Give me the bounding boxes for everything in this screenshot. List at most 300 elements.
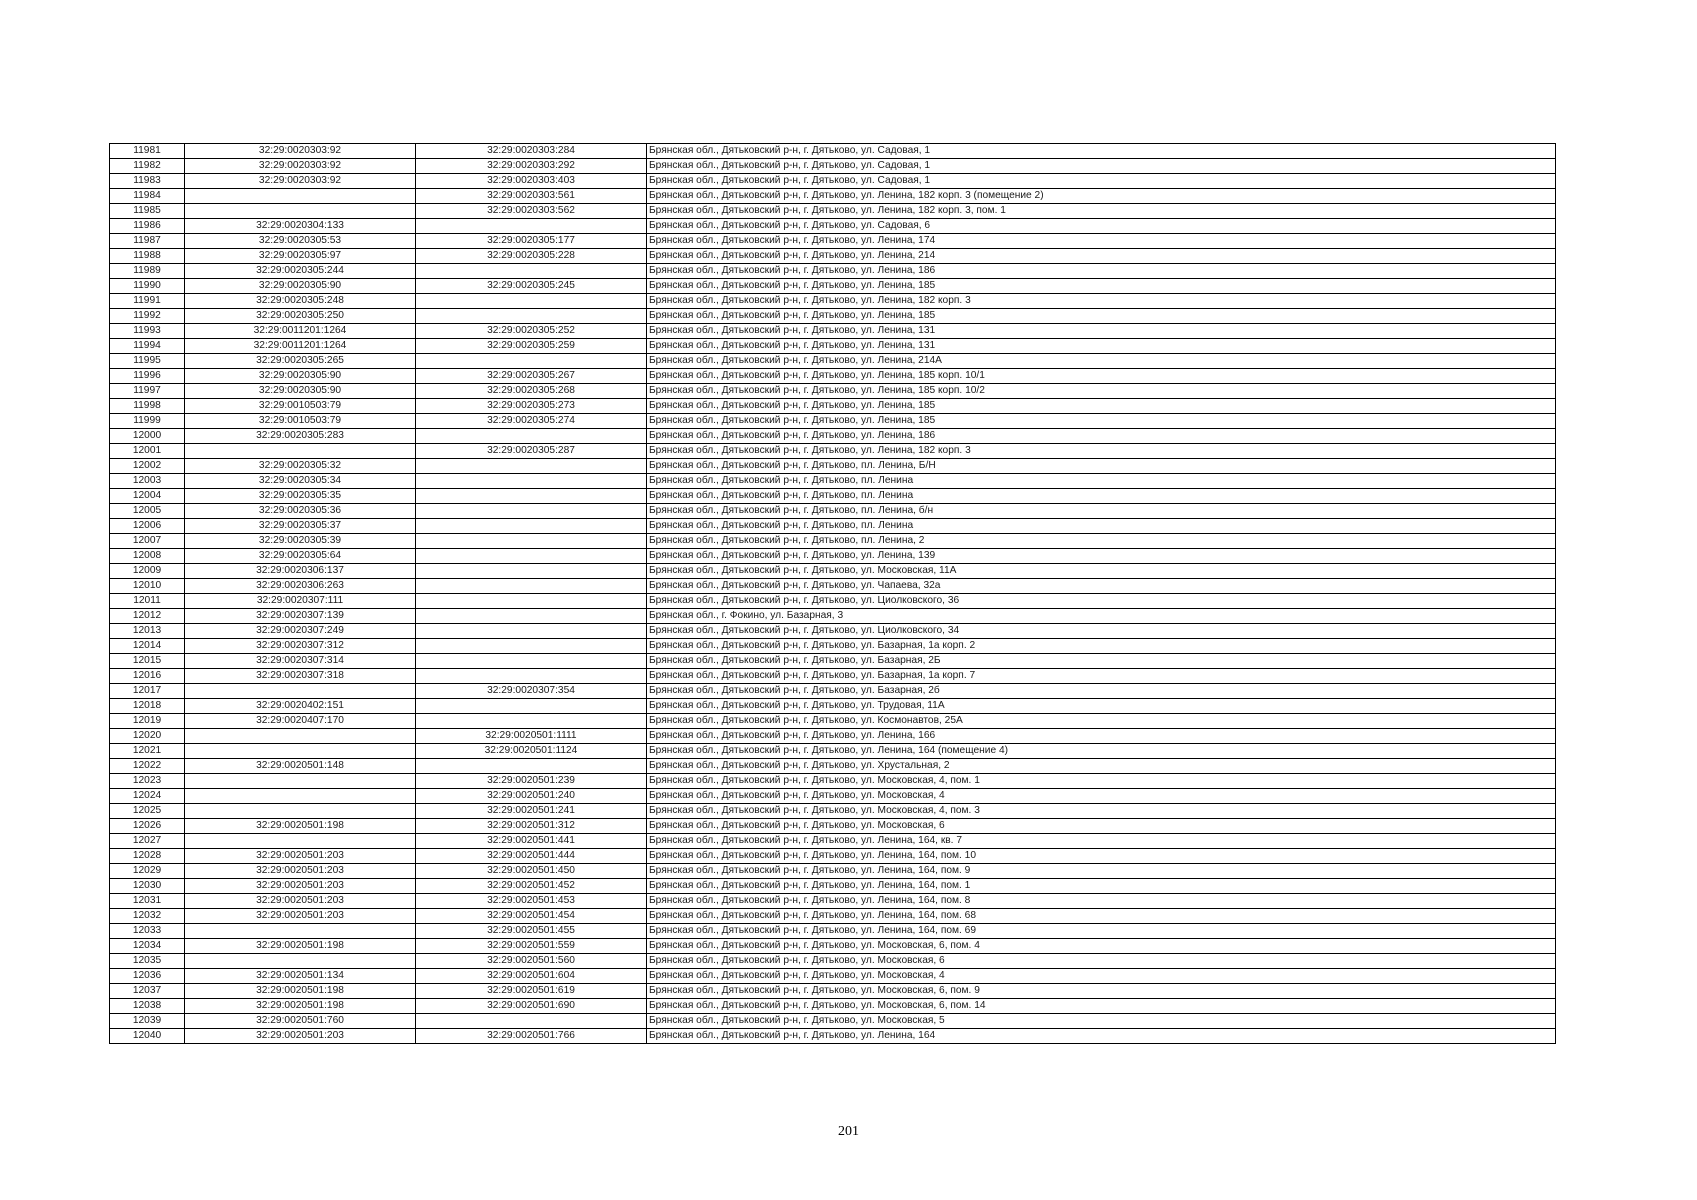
land-cadastral-number-cell: 32:29:0011201:1264	[185, 339, 416, 354]
land-cadastral-number-cell: 32:29:0020501:134	[185, 969, 416, 984]
object-cadastral-number-cell: 32:29:0020501:239	[416, 774, 647, 789]
row-number-cell: 11989	[110, 264, 185, 279]
row-number-cell: 11984	[110, 189, 185, 204]
land-cadastral-number-cell: 32:29:0020402:151	[185, 699, 416, 714]
row-number-cell: 11985	[110, 204, 185, 219]
table-row	[110, 939, 1556, 954]
page-number: 201	[838, 1124, 859, 1139]
object-cadastral-number-cell: 32:29:0020305:273	[416, 399, 647, 414]
table-row	[110, 879, 1556, 894]
table-row	[110, 1029, 1556, 1044]
row-number-cell: 12031	[110, 894, 185, 909]
address-cell: Брянская обл., Дятьковский р-н, г. Дятьково, ул. Циолковского, 34	[647, 624, 1556, 639]
table-row	[110, 309, 1556, 324]
object-cadastral-number-cell: 32:29:0020501:690	[416, 999, 647, 1014]
address-cell: Брянская обл., г. Фокино, ул. Базарная, 3	[647, 609, 1556, 624]
land-cadastral-number-cell: 32:29:0020307:139	[185, 609, 416, 624]
address-cell: Брянская обл., Дятьковский р-н, г. Дятьково, ул. Трудовая, 11А	[647, 699, 1556, 714]
address-cell: Брянская обл., Дятьковский р-н, г. Дятьково, ул. Ленина, 186	[647, 264, 1556, 279]
land-cadastral-number-cell: 32:29:0020305:34	[185, 474, 416, 489]
table-row	[110, 564, 1556, 579]
land-cadastral-number-cell	[185, 189, 416, 204]
land-cadastral-number-cell: 32:29:0020501:203	[185, 864, 416, 879]
object-cadastral-number-cell	[416, 549, 647, 564]
land-cadastral-number-cell: 32:29:0020501:203	[185, 909, 416, 924]
row-number-cell: 11996	[110, 369, 185, 384]
address-cell: Брянская обл., Дятьковский р-н, г. Дятьково, ул. Московская, 4, пом. 1	[647, 774, 1556, 789]
object-cadastral-number-cell: 32:29:0020501:452	[416, 879, 647, 894]
land-cadastral-number-cell: 32:29:0020501:203	[185, 1029, 416, 1044]
object-cadastral-number-cell: 32:29:0020303:562	[416, 204, 647, 219]
address-cell: Брянская обл., Дятьковский р-н, г. Дятьково, ул. Ленина, 164, кв. 7	[647, 834, 1556, 849]
row-number-cell: 12013	[110, 624, 185, 639]
row-number-cell: 12018	[110, 699, 185, 714]
table-row	[110, 399, 1556, 414]
address-cell: Брянская обл., Дятьковский р-н, г. Дятьково, ул. Базарная, 2б	[647, 684, 1556, 699]
table-row	[110, 429, 1556, 444]
table-row	[110, 759, 1556, 774]
address-cell: Брянская обл., Дятьковский р-н, г. Дятьково, ул. Базарная, 1а корп. 2	[647, 639, 1556, 654]
table-row	[110, 774, 1556, 789]
row-number-cell: 12012	[110, 609, 185, 624]
object-cadastral-number-cell	[416, 264, 647, 279]
object-cadastral-number-cell: 32:29:0020501:450	[416, 864, 647, 879]
row-number-cell: 12005	[110, 504, 185, 519]
address-cell: Брянская обл., Дятьковский р-н, г. Дятьково, ул. Ленина, 182 корп. 3	[647, 294, 1556, 309]
object-cadastral-number-cell: 32:29:0020501:560	[416, 954, 647, 969]
land-cadastral-number-cell: 32:29:0020303:92	[185, 174, 416, 189]
object-cadastral-number-cell	[416, 759, 647, 774]
land-cadastral-number-cell: 32:29:0020305:90	[185, 279, 416, 294]
table-row	[110, 969, 1556, 984]
table-row	[110, 849, 1556, 864]
row-number-cell: 12039	[110, 1014, 185, 1029]
address-cell: Брянская обл., Дятьковский р-н, г. Дятьково, ул. Московская, 6, пом. 14	[647, 999, 1556, 1014]
address-cell: Брянская обл., Дятьковский р-н, г. Дятьково, ул. Московская, 4, пом. 3	[647, 804, 1556, 819]
land-cadastral-number-cell	[185, 804, 416, 819]
land-cadastral-number-cell	[185, 729, 416, 744]
table-row	[110, 609, 1556, 624]
row-number-cell: 11999	[110, 414, 185, 429]
object-cadastral-number-cell: 32:29:0020501:559	[416, 939, 647, 954]
row-number-cell: 12004	[110, 489, 185, 504]
row-number-cell: 12025	[110, 804, 185, 819]
land-cadastral-number-cell: 32:29:0020304:133	[185, 219, 416, 234]
object-cadastral-number-cell	[416, 1014, 647, 1029]
row-number-cell: 12024	[110, 789, 185, 804]
row-number-cell: 11994	[110, 339, 185, 354]
address-cell: Брянская обл., Дятьковский р-н, г. Дятьково, ул. Ленина, 164, пом. 10	[647, 849, 1556, 864]
table-row	[110, 264, 1556, 279]
land-cadastral-number-cell: 32:29:0020306:137	[185, 564, 416, 579]
land-cadastral-number-cell: 32:29:0020305:39	[185, 534, 416, 549]
row-number-cell: 12014	[110, 639, 185, 654]
row-number-cell: 11993	[110, 324, 185, 339]
land-cadastral-number-cell	[185, 789, 416, 804]
object-cadastral-number-cell: 32:29:0020305:267	[416, 369, 647, 384]
address-cell: Брянская обл., Дятьковский р-н, г. Дятьково, ул. Ленина, 182 корп. 3, пом. 1	[647, 204, 1556, 219]
row-number-cell: 11997	[110, 384, 185, 399]
address-cell: Брянская обл., Дятьковский р-н, г. Дятьково, ул. Базарная, 1а корп. 7	[647, 669, 1556, 684]
row-number-cell: 12017	[110, 684, 185, 699]
land-cadastral-number-cell: 32:29:0020305:53	[185, 234, 416, 249]
table-row	[110, 144, 1556, 159]
row-number-cell: 12021	[110, 744, 185, 759]
table-row	[110, 579, 1556, 594]
land-cadastral-number-cell: 32:29:0020307:111	[185, 594, 416, 609]
row-number-cell: 12002	[110, 459, 185, 474]
address-cell: Брянская обл., Дятьковский р-н, г. Дятьково, пл. Ленина, 2	[647, 534, 1556, 549]
address-cell: Брянская обл., Дятьковский р-н, г. Дятьково, ул. Садовая, 1	[647, 174, 1556, 189]
object-cadastral-number-cell: 32:29:0020305:177	[416, 234, 647, 249]
row-number-cell: 12022	[110, 759, 185, 774]
land-cadastral-number-cell	[185, 774, 416, 789]
object-cadastral-number-cell	[416, 504, 647, 519]
table-row	[110, 384, 1556, 399]
object-cadastral-number-cell	[416, 459, 647, 474]
object-cadastral-number-cell	[416, 594, 647, 609]
table-row	[110, 219, 1556, 234]
address-cell: Брянская обл., Дятьковский р-н, г. Дятьково, ул. Ленина, 164, пом. 69	[647, 924, 1556, 939]
object-cadastral-number-cell: 32:29:0020501:454	[416, 909, 647, 924]
table-row	[110, 459, 1556, 474]
object-cadastral-number-cell: 32:29:0020305:268	[416, 384, 647, 399]
address-cell: Брянская обл., Дятьковский р-н, г. Дятьково, ул. Ленина, 182 корп. 3 (помещение 2)	[647, 189, 1556, 204]
object-cadastral-number-cell	[416, 309, 647, 324]
address-cell: Брянская обл., Дятьковский р-н, г. Дятьково, ул. Московская, 6, пом. 4	[647, 939, 1556, 954]
row-number-cell: 12009	[110, 564, 185, 579]
table-row	[110, 999, 1556, 1014]
object-cadastral-number-cell: 32:29:0020501:240	[416, 789, 647, 804]
table-row	[110, 489, 1556, 504]
table-row	[110, 414, 1556, 429]
address-cell: Брянская обл., Дятьковский р-н, г. Дятьково, ул. Ленина, 164, пом. 1	[647, 879, 1556, 894]
land-cadastral-number-cell: 32:29:0020307:312	[185, 639, 416, 654]
address-cell: Брянская обл., Дятьковский р-н, г. Дятьково, пл. Ленина	[647, 474, 1556, 489]
address-cell: Брянская обл., Дятьковский р-н, г. Дятьково, ул. Московская, 6	[647, 954, 1556, 969]
land-cadastral-number-cell	[185, 204, 416, 219]
row-number-cell: 12034	[110, 939, 185, 954]
object-cadastral-number-cell	[416, 564, 647, 579]
object-cadastral-number-cell: 32:29:0020501:444	[416, 849, 647, 864]
table-row	[110, 444, 1556, 459]
address-cell: Брянская обл., Дятьковский р-н, г. Дятьково, пл. Ленина, б/н	[647, 504, 1556, 519]
land-cadastral-number-cell: 32:29:0020305:90	[185, 384, 416, 399]
object-cadastral-number-cell: 32:29:0020501:455	[416, 924, 647, 939]
row-number-cell: 12030	[110, 879, 185, 894]
address-cell: Брянская обл., Дятьковский р-н, г. Дятьково, ул. Ленина, 214	[647, 249, 1556, 264]
row-number-cell: 11982	[110, 159, 185, 174]
object-cadastral-number-cell	[416, 654, 647, 669]
address-cell: Брянская обл., Дятьковский р-н, г. Дятьково, ул. Ленина, 131	[647, 324, 1556, 339]
table-row	[110, 279, 1556, 294]
table-row	[110, 699, 1556, 714]
row-number-cell: 11986	[110, 219, 185, 234]
table-row	[110, 549, 1556, 564]
address-cell: Брянская обл., Дятьковский р-н, г. Дятьково, ул. Ленина, 182 корп. 3	[647, 444, 1556, 459]
object-cadastral-number-cell: 32:29:0020501:1111	[416, 729, 647, 744]
table-row	[110, 159, 1556, 174]
address-cell: Брянская обл., Дятьковский р-н, г. Дятьково, ул. Чапаева, 32а	[647, 579, 1556, 594]
address-cell: Брянская обл., Дятьковский р-н, г. Дятьково, ул. Московская, 5	[647, 1014, 1556, 1029]
table-row	[110, 534, 1556, 549]
land-cadastral-number-cell	[185, 924, 416, 939]
land-cadastral-number-cell: 32:29:0020306:263	[185, 579, 416, 594]
row-number-cell: 11983	[110, 174, 185, 189]
table-row	[110, 684, 1556, 699]
address-cell: Брянская обл., Дятьковский р-н, г. Дятьково, ул. Ленина, 164, пом. 68	[647, 909, 1556, 924]
land-cadastral-number-cell: 32:29:0020305:35	[185, 489, 416, 504]
object-cadastral-number-cell	[416, 474, 647, 489]
table-row	[110, 1014, 1556, 1029]
land-cadastral-number-cell: 32:29:0020305:32	[185, 459, 416, 474]
address-cell: Брянская обл., Дятьковский р-н, г. Дятьково, ул. Садовая, 1	[647, 144, 1556, 159]
address-cell: Брянская обл., Дятьковский р-н, г. Дятьково, ул. Московская, 4	[647, 969, 1556, 984]
table-row	[110, 369, 1556, 384]
row-number-cell: 12027	[110, 834, 185, 849]
address-cell: Брянская обл., Дятьковский р-н, г. Дятьково, ул. Ленина, 166	[647, 729, 1556, 744]
address-cell: Брянская обл., Дятьковский р-н, г. Дятьково, ул. Космонавтов, 25А	[647, 714, 1556, 729]
address-cell: Брянская обл., Дятьковский р-н, г. Дятьково, ул. Ленина, 214А	[647, 354, 1556, 369]
row-number-cell: 12033	[110, 924, 185, 939]
object-cadastral-number-cell: 32:29:0020501:766	[416, 1029, 647, 1044]
address-cell: Брянская обл., Дятьковский р-н, г. Дятьково, пл. Ленина	[647, 519, 1556, 534]
land-cadastral-number-cell: 32:29:0020305:250	[185, 309, 416, 324]
land-cadastral-number-cell: 32:29:0020501:198	[185, 999, 416, 1014]
object-cadastral-number-cell	[416, 609, 647, 624]
row-number-cell: 12019	[110, 714, 185, 729]
address-cell: Брянская обл., Дятьковский р-н, г. Дятьково, ул. Ленина, 185 корп. 10/2	[647, 384, 1556, 399]
land-cadastral-number-cell: 32:29:0020407:170	[185, 714, 416, 729]
row-number-cell: 12016	[110, 669, 185, 684]
row-number-cell: 12011	[110, 594, 185, 609]
object-cadastral-number-cell	[416, 624, 647, 639]
registry-table	[109, 143, 1556, 1044]
object-cadastral-number-cell	[416, 354, 647, 369]
object-cadastral-number-cell: 32:29:0020501:1124	[416, 744, 647, 759]
row-number-cell: 11995	[110, 354, 185, 369]
object-cadastral-number-cell: 32:29:0020501:453	[416, 894, 647, 909]
row-number-cell: 11998	[110, 399, 185, 414]
land-cadastral-number-cell: 32:29:0020501:203	[185, 894, 416, 909]
row-number-cell: 11991	[110, 294, 185, 309]
row-number-cell: 12000	[110, 429, 185, 444]
land-cadastral-number-cell: 32:29:0020501:760	[185, 1014, 416, 1029]
row-number-cell: 11992	[110, 309, 185, 324]
object-cadastral-number-cell: 32:29:0020305:252	[416, 324, 647, 339]
table-row	[110, 744, 1556, 759]
table-row	[110, 894, 1556, 909]
land-cadastral-number-cell	[185, 444, 416, 459]
object-cadastral-number-cell	[416, 294, 647, 309]
land-cadastral-number-cell: 32:29:0010503:79	[185, 414, 416, 429]
land-cadastral-number-cell: 32:29:0020303:92	[185, 159, 416, 174]
address-cell: Брянская обл., Дятьковский р-н, г. Дятьково, ул. Ленина, 174	[647, 234, 1556, 249]
object-cadastral-number-cell	[416, 534, 647, 549]
row-number-cell: 11988	[110, 249, 185, 264]
row-number-cell: 12023	[110, 774, 185, 789]
address-cell: Брянская обл., Дятьковский р-н, г. Дятьково, ул. Ленина, 164 (помещение 4)	[647, 744, 1556, 759]
land-cadastral-number-cell: 32:29:0020305:36	[185, 504, 416, 519]
land-cadastral-number-cell: 32:29:0020305:64	[185, 549, 416, 564]
object-cadastral-number-cell	[416, 699, 647, 714]
table-row	[110, 474, 1556, 489]
table-row	[110, 804, 1556, 819]
table-row	[110, 714, 1556, 729]
table-row	[110, 819, 1556, 834]
table-row	[110, 204, 1556, 219]
object-cadastral-number-cell	[416, 219, 647, 234]
land-cadastral-number-cell: 32:29:0020307:249	[185, 624, 416, 639]
land-cadastral-number-cell: 32:29:0020501:198	[185, 984, 416, 999]
land-cadastral-number-cell: 32:29:0020501:203	[185, 879, 416, 894]
table-row	[110, 594, 1556, 609]
land-cadastral-number-cell	[185, 684, 416, 699]
land-cadastral-number-cell	[185, 954, 416, 969]
table-row	[110, 864, 1556, 879]
land-cadastral-number-cell: 32:29:0020305:283	[185, 429, 416, 444]
table-row	[110, 834, 1556, 849]
table-row	[110, 354, 1556, 369]
table-row	[110, 669, 1556, 684]
address-cell: Брянская обл., Дятьковский р-н, г. Дятьково, ул. Московская, 11А	[647, 564, 1556, 579]
row-number-cell: 12003	[110, 474, 185, 489]
row-number-cell: 12028	[110, 849, 185, 864]
address-cell: Брянская обл., Дятьковский р-н, г. Дятьково, ул. Ленина, 185	[647, 399, 1556, 414]
address-cell: Брянская обл., Дятьковский р-н, г. Дятьково, ул. Ленина, 186	[647, 429, 1556, 444]
table-row	[110, 189, 1556, 204]
table-row	[110, 294, 1556, 309]
row-number-cell: 12038	[110, 999, 185, 1014]
row-number-cell: 12037	[110, 984, 185, 999]
address-cell: Брянская обл., Дятьковский р-н, г. Дятьково, ул. Базарная, 2Б	[647, 654, 1556, 669]
object-cadastral-number-cell	[416, 519, 647, 534]
table-row	[110, 234, 1556, 249]
address-cell: Брянская обл., Дятьковский р-н, г. Дятьково, ул. Хрустальная, 2	[647, 759, 1556, 774]
object-cadastral-number-cell: 32:29:0020305:259	[416, 339, 647, 354]
land-cadastral-number-cell: 32:29:0020303:92	[185, 144, 416, 159]
row-number-cell: 12036	[110, 969, 185, 984]
object-cadastral-number-cell: 32:29:0020307:354	[416, 684, 647, 699]
object-cadastral-number-cell: 32:29:0020305:287	[416, 444, 647, 459]
row-number-cell: 11990	[110, 279, 185, 294]
object-cadastral-number-cell	[416, 579, 647, 594]
address-cell: Брянская обл., Дятьковский р-н, г. Дятьково, пл. Ленина	[647, 489, 1556, 504]
row-number-cell: 12029	[110, 864, 185, 879]
table-row	[110, 639, 1556, 654]
table-row	[110, 504, 1556, 519]
land-cadastral-number-cell: 32:29:0020305:97	[185, 249, 416, 264]
land-cadastral-number-cell: 32:29:0020305:248	[185, 294, 416, 309]
address-cell: Брянская обл., Дятьковский р-н, г. Дятьково, ул. Садовая, 1	[647, 159, 1556, 174]
object-cadastral-number-cell: 32:29:0020305:228	[416, 249, 647, 264]
object-cadastral-number-cell	[416, 714, 647, 729]
object-cadastral-number-cell: 32:29:0020303:292	[416, 159, 647, 174]
row-number-cell: 12006	[110, 519, 185, 534]
address-cell: Брянская обл., Дятьковский р-н, г. Дятьково, ул. Ленина, 164, пом. 8	[647, 894, 1556, 909]
row-number-cell: 12020	[110, 729, 185, 744]
object-cadastral-number-cell: 32:29:0020303:561	[416, 189, 647, 204]
object-cadastral-number-cell: 32:29:0020501:441	[416, 834, 647, 849]
object-cadastral-number-cell: 32:29:0020303:284	[416, 144, 647, 159]
object-cadastral-number-cell: 32:29:0020305:274	[416, 414, 647, 429]
object-cadastral-number-cell: 32:29:0020501:619	[416, 984, 647, 999]
table-row	[110, 624, 1556, 639]
address-cell: Брянская обл., Дятьковский р-н, г. Дятьково, ул. Московская, 6, пом. 9	[647, 984, 1556, 999]
land-cadastral-number-cell: 32:29:0020307:314	[185, 654, 416, 669]
land-cadastral-number-cell: 32:29:0011201:1264	[185, 324, 416, 339]
address-cell: Брянская обл., Дятьковский р-н, г. Дятьково, ул. Московская, 6	[647, 819, 1556, 834]
address-cell: Брянская обл., Дятьковский р-н, г. Дятьково, пл. Ленина, Б/Н	[647, 459, 1556, 474]
object-cadastral-number-cell	[416, 639, 647, 654]
table-row	[110, 984, 1556, 999]
row-number-cell: 12007	[110, 534, 185, 549]
land-cadastral-number-cell: 32:29:0020501:148	[185, 759, 416, 774]
land-cadastral-number-cell: 32:29:0020501:203	[185, 849, 416, 864]
row-number-cell: 12035	[110, 954, 185, 969]
table-row	[110, 654, 1556, 669]
row-number-cell: 11981	[110, 144, 185, 159]
land-cadastral-number-cell: 32:29:0020305:265	[185, 354, 416, 369]
object-cadastral-number-cell: 32:29:0020303:403	[416, 174, 647, 189]
address-cell: Брянская обл., Дятьковский р-н, г. Дятьково, ул. Циолковского, 36	[647, 594, 1556, 609]
table-row	[110, 174, 1556, 189]
address-cell: Брянская обл., Дятьковский р-н, г. Дятьково, ул. Ленина, 131	[647, 339, 1556, 354]
land-cadastral-number-cell: 32:29:0020501:198	[185, 819, 416, 834]
address-cell: Брянская обл., Дятьковский р-н, г. Дятьково, ул. Ленина, 185	[647, 309, 1556, 324]
land-cadastral-number-cell: 32:29:0020305:244	[185, 264, 416, 279]
row-number-cell: 12001	[110, 444, 185, 459]
object-cadastral-number-cell: 32:29:0020501:604	[416, 969, 647, 984]
land-cadastral-number-cell: 32:29:0020305:37	[185, 519, 416, 534]
address-cell: Брянская обл., Дятьковский р-н, г. Дятьково, ул. Ленина, 185	[647, 414, 1556, 429]
row-number-cell: 12010	[110, 579, 185, 594]
table-row	[110, 519, 1556, 534]
table-row	[110, 324, 1556, 339]
land-cadastral-number-cell	[185, 744, 416, 759]
table-row	[110, 924, 1556, 939]
table-row	[110, 729, 1556, 744]
object-cadastral-number-cell	[416, 489, 647, 504]
address-cell: Брянская обл., Дятьковский р-н, г. Дятьково, ул. Ленина, 185 корп. 10/1	[647, 369, 1556, 384]
row-number-cell: 12008	[110, 549, 185, 564]
land-cadastral-number-cell: 32:29:0020305:90	[185, 369, 416, 384]
address-cell: Брянская обл., Дятьковский р-н, г. Дятьково, ул. Ленина, 164	[647, 1029, 1556, 1044]
row-number-cell: 12032	[110, 909, 185, 924]
object-cadastral-number-cell: 32:29:0020501:241	[416, 804, 647, 819]
land-cadastral-number-cell: 32:29:0020307:318	[185, 669, 416, 684]
object-cadastral-number-cell: 32:29:0020305:245	[416, 279, 647, 294]
registry-table-body	[110, 144, 1556, 1044]
address-cell: Брянская обл., Дятьковский р-н, г. Дятьково, ул. Московская, 4	[647, 789, 1556, 804]
table-row	[110, 789, 1556, 804]
object-cadastral-number-cell: 32:29:0020501:312	[416, 819, 647, 834]
row-number-cell: 12026	[110, 819, 185, 834]
address-cell: Брянская обл., Дятьковский р-н, г. Дятьково, ул. Ленина, 139	[647, 549, 1556, 564]
row-number-cell: 12015	[110, 654, 185, 669]
land-cadastral-number-cell: 32:29:0010503:79	[185, 399, 416, 414]
object-cadastral-number-cell	[416, 669, 647, 684]
table-row	[110, 249, 1556, 264]
land-cadastral-number-cell: 32:29:0020501:198	[185, 939, 416, 954]
table-row	[110, 909, 1556, 924]
row-number-cell: 12040	[110, 1029, 185, 1044]
land-cadastral-number-cell	[185, 834, 416, 849]
address-cell: Брянская обл., Дятьковский р-н, г. Дятьково, ул. Садовая, 6	[647, 219, 1556, 234]
address-cell: Брянская обл., Дятьковский р-н, г. Дятьково, ул. Ленина, 164, пом. 9	[647, 864, 1556, 879]
table-row	[110, 954, 1556, 969]
row-number-cell: 11987	[110, 234, 185, 249]
